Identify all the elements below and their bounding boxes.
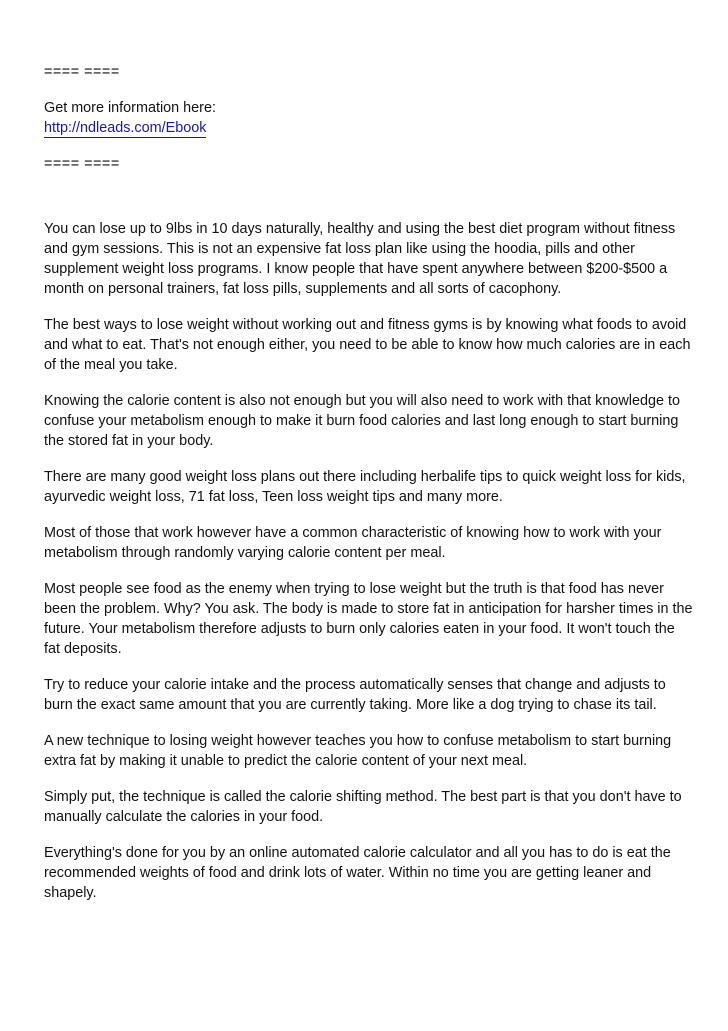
paragraph-calculator: Everything's done for you by an online automated calorie calculator and all you has to do is eat the recommended weights of food and drink lots of water. Within no time you are getting leaner and shapely. (44, 845, 671, 901)
paragraph-intro: You can lose up to 9lbs in 10 days naturally, healthy and using the best diet program without fitness and gym sessions. This is not an expensive fat loss plan like using the hoodia, pills and other supplement weight loss programs. I know people that have spent anywhere between $200-$500 a month on personal trainers, fat loss pills, supplements and all sorts of cacophony. (44, 221, 676, 297)
paragraph-reduce-intake: Try to reduce your calorie intake and the process automatically senses that change and adjusts to burn the exact same amount that you are currently taking. More like a dog trying to chase its tail. (44, 677, 666, 713)
paragraph-new-technique: A new technique to losing weight however teaches you how to confuse metabolism to start burning extra fat by making it unable to predict the calorie content of your next meal. (44, 733, 672, 769)
paragraph-weight-loss-plans: There are many good weight loss plans out there including herbalife tips to quick weight loss for kids, ayurvedic weight loss, 71 fat loss, Teen loss weight tips and many more. (44, 469, 686, 505)
separator-bottom: ==== ==== (44, 156, 120, 172)
paragraph-common-characteristic: Most of those that work however have a common characteristic of knowing how to work with your metabolism through randomly varying calorie content per meal. (44, 525, 662, 561)
paragraph-calorie-content: Knowing the calorie content is also not enough but you will also need to work with that knowledge to confuse your metabolism enough to make it burn food calories and last long enough to start burning the stored fat in your body. (44, 393, 680, 449)
ebook-link[interactable]: http://ndleads.com/Ebook (44, 120, 207, 136)
paragraph-calorie-shifting: Simply put, the technique is called the calorie shifting method. The best part is that you don't have to manually calculate the calories in your food. (44, 789, 682, 825)
separator-top: ==== ==== (44, 64, 120, 80)
paragraph-best-ways: The best ways to lose weight without working out and fitness gyms is by knowing what foods to avoid and what to eat. That's not enough either, you need to be able to know how much calories are in each of the meal you take. (44, 317, 691, 373)
document-page (44, 62, 694, 919)
paragraph-food-enemy: Most people see food as the enemy when trying to lose weight but the truth is that food has never been the problem. Why? You ask. The body is made to store fat in anticipation for harsher times in the future. Your metabolism therefore adjusts to burn only calories eaten in your food. It won't touch the fat deposits. (44, 581, 693, 657)
info-label: Get more information here: (44, 100, 216, 116)
